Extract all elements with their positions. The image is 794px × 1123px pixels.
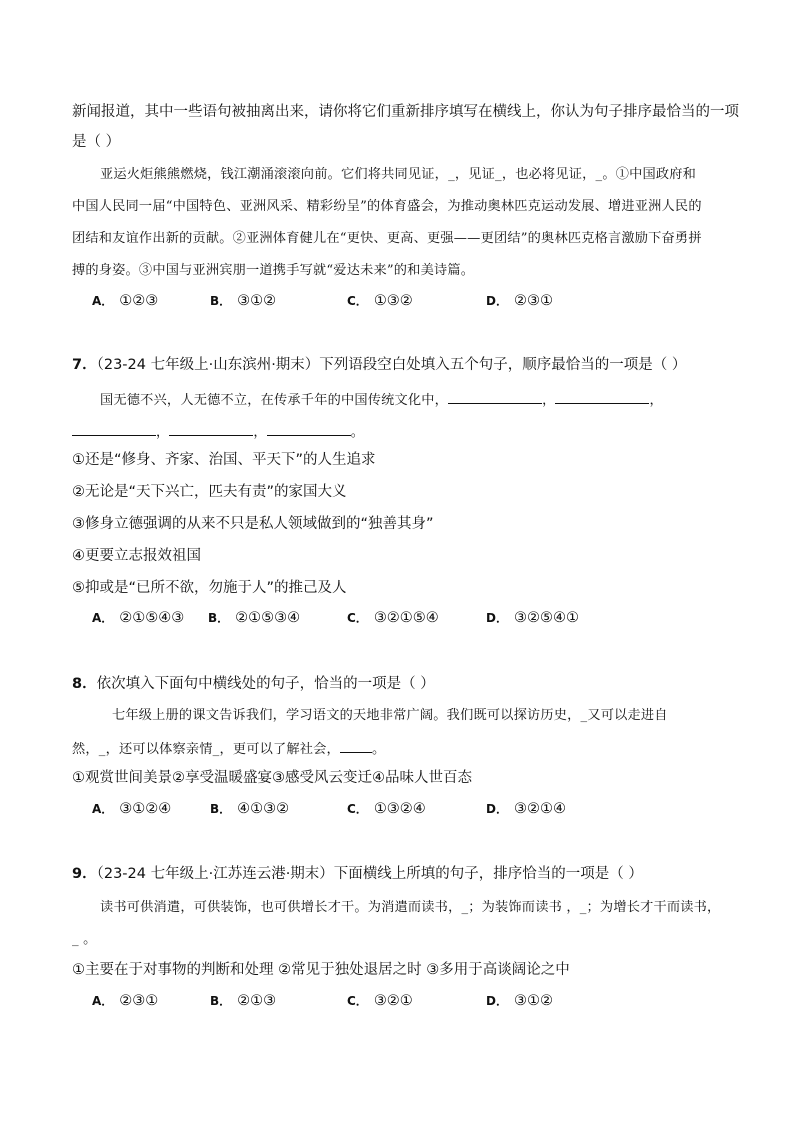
- q9-items: ①主要在于对事物的判断和处理 ②常见于独处退居之时 ③多用于高谈阔论之中: [72, 962, 570, 978]
- q6-option-d[interactable]: D． ②③①: [486, 293, 553, 309]
- q8-blank-last: [340, 738, 372, 753]
- q9-stem: 9．（23-24 七年级上·江苏连云港·期末）下面横线上所填的句子，排序恰当的一项是（ ）: [72, 866, 643, 882]
- q7-blank-5: [267, 421, 351, 436]
- q7-item-2: ②无论是“天下兴亡，匹夫有责”的家国大义: [72, 484, 347, 500]
- q7-stem: 7．（23-24 七年级上·山东滨州·期末）下列语段空白处填入五个句子，顺序最恰当的一项是（ ）: [72, 357, 687, 373]
- q9-passage-line1: 读书可供消遣，可供装饰，也可供增长才干。为消遣而读书，_；为装饰而读书 ，_；为增长才干而读书，: [100, 900, 721, 915]
- q8-number: 8．: [72, 676, 97, 692]
- q8-option-c[interactable]: C． ①③②④: [347, 801, 426, 817]
- q8-option-a[interactable]: A． ③①②④: [92, 801, 172, 817]
- q6-passage-line3: 团结和友谊作出新的贡献。②亚洲体育健儿在“更快、更高、更强——更团结”的奥林匹克格言激励下奋勇拼: [72, 231, 702, 246]
- q7-item-4: ④更要立志报效祖国: [72, 548, 201, 564]
- q6-option-a[interactable]: A． ①②③: [92, 293, 159, 309]
- q9-option-b[interactable]: B． ②①③: [210, 993, 277, 1009]
- q7-option-b[interactable]: B． ②①⑤③④: [208, 610, 301, 626]
- q7-blank-3: [72, 421, 156, 436]
- q8-option-b[interactable]: B． ④①③②: [210, 801, 290, 817]
- q8-items: ①观赏世间美景②享受温暖盛宴③感受风云变迁④品味人世百态: [72, 770, 472, 786]
- q9-passage-line2: _ 。: [72, 932, 97, 947]
- q9-option-c[interactable]: C． ③②①: [347, 993, 413, 1009]
- q7-item-1: ①还是“修身、齐家、治国、平天下”的人生追求: [72, 452, 376, 468]
- q9-option-d[interactable]: D． ③①②: [486, 993, 553, 1009]
- q7-number: 7．: [72, 357, 97, 373]
- q6-stem-line2: 是（ ）: [72, 134, 121, 150]
- q6-option-b[interactable]: B． ③①②: [210, 293, 277, 309]
- q7-item-5: ⑤抑或是“已所不欲，勿施于人”的推己及人: [72, 580, 347, 596]
- q6-option-c[interactable]: C． ①③②: [347, 293, 413, 309]
- q7-option-d[interactable]: D． ③②⑤④①: [486, 610, 579, 626]
- q7-passage-line1: 国无德不兴，人无德不立，在传承千年的中国传统文化中， ， ，: [100, 389, 663, 411]
- q7-option-c[interactable]: C． ③②①⑤④: [347, 610, 439, 626]
- q7-blank-1: [448, 389, 542, 404]
- q7-blank-2: [555, 389, 649, 404]
- q8-stem: 8．依次填入下面句中横线处的句子，恰当的一项是（ ）: [72, 676, 435, 692]
- q8-passage-line2: 然，_，还可以体察亲情_，更可以了解社会， 。: [72, 738, 385, 760]
- q8-option-d[interactable]: D． ③②①④: [486, 801, 566, 817]
- q6-passage-line4: 搏的身姿。③中国与亚洲宾朋一道携手写就“爱达未来”的和美诗篇。: [72, 263, 475, 278]
- q6-passage-line1: 亚运火炬熊熊燃烧，钱江潮涌滚滚向前。它们将共同见证，_，见证_，也必将见证，_。①中国政府和: [100, 167, 697, 182]
- q9-option-a[interactable]: A． ②③①: [92, 993, 159, 1009]
- q7-item-3: ③修身立德强调的从来不只是私人领域做到的“独善其身”: [72, 516, 434, 532]
- q9-number: 9．: [72, 866, 97, 882]
- q6-passage-line2: 中国人民同一届“中国特色、亚洲风采、精彩纷呈”的体育盛会，为推动奥林匹克运动发展、增进亚洲人民的: [72, 199, 702, 214]
- q6-stem-line1: 新闻报道，其中一些语句被抽离出来，请你将它们重新排序填写在横线上，你认为句子排序最恰当的一项: [72, 104, 739, 120]
- q7-option-a[interactable]: A． ②①⑤④③: [92, 610, 185, 626]
- q8-passage-line1: 七年级上册的课文告诉我们，学习语文的天地非常广阔。我们既可以探访历史，_又可以走进自: [112, 708, 668, 723]
- q7-blank-4: [169, 421, 253, 436]
- q7-passage-line2: ， ， 。: [72, 421, 364, 443]
